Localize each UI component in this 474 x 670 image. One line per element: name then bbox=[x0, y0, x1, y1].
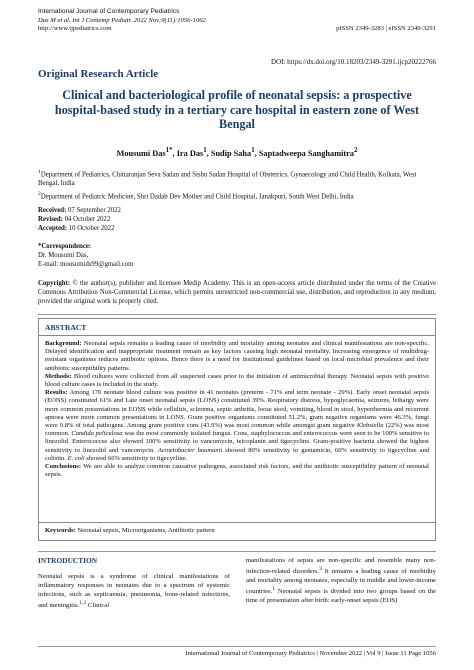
results-italic: Klebsiella bbox=[356, 422, 384, 430]
correspondence-email[interactable]: E-mail: mousumids99@gmail.com bbox=[38, 260, 134, 268]
results-text: (22%) was most common. bbox=[45, 422, 430, 438]
author-sup: 1 bbox=[203, 147, 207, 154]
citation: Das M et al. Int J Contemp Pediatr. 2022 Nov;9(11):1056-1062 bbox=[38, 16, 206, 24]
copyright-text: © the author(s), publisher and licensee Medip Academy. This is an open-access article distributed under the terms of the Creative Commons Attribution Non-Commercial License, which permits unrestricted non-commercial use, distribution, and reproduction in any medium, provided the original work is properly cited. bbox=[38, 280, 436, 305]
introduction-paragraph bbox=[246, 556, 436, 605]
keywords-label: Keywords: bbox=[45, 527, 76, 534]
author-list: Mousumi Das$^{1*}$, Ira Das$^1$, Sudip Saha$^1$, Saptadweepa Sanghamitra$^2$ bbox=[116, 147, 358, 158]
affiliations bbox=[38, 168, 438, 203]
divider bbox=[38, 314, 436, 315]
results-text: showed 80% sensitivity to gentamicin, 60% sensitivity to tigecycline and colistin. bbox=[45, 446, 430, 462]
abstract-background bbox=[45, 340, 429, 373]
body-column-right bbox=[246, 556, 436, 605]
affiliation bbox=[38, 168, 438, 189]
correspondence-label: *Correspondence: bbox=[38, 243, 92, 250]
page-footer bbox=[38, 646, 436, 657]
author-name: Sudip Saha bbox=[210, 148, 252, 158]
affiliation bbox=[38, 190, 438, 202]
correspondence bbox=[38, 243, 133, 270]
paragraph-text: Clinical bbox=[86, 602, 110, 610]
author-name: Ira Das bbox=[176, 148, 204, 158]
paragraph-text: Neonatal sepsis is divided into two groups based on the time of presentation after birth: early-onset sepsis (EOS) bbox=[246, 588, 436, 605]
paragraph-text: It remains a leading cause of morbidity and mortality among neonates, especially in middle and lower-income countries. bbox=[246, 568, 436, 596]
results-italic: Candida peliculosa bbox=[71, 430, 123, 438]
article-title: Clinical and bacteriological profile of neonatal sepsis: a prospective hospital-based study in a tertiary care hospital in eastern zone of West Bengal bbox=[54, 88, 420, 131]
affiliation-text: Department of Pediatric Medicine, Shri Dadab Dev Mother and Child Hospital, Janakpuri, South West Delhi, India bbox=[40, 193, 354, 201]
citation-sup: 1,2 bbox=[79, 600, 87, 606]
abstract-heading: ABSTRACT bbox=[45, 323, 87, 332]
author-sup: 2 bbox=[354, 147, 358, 154]
keywords-text: Neonatal sepsis, Microorganisms, Antibiotic pattern bbox=[77, 527, 215, 534]
article-type: Original Research Article bbox=[38, 68, 159, 80]
affiliation-sup: 1 bbox=[38, 169, 41, 175]
author-sup: 1* bbox=[165, 147, 173, 154]
journal-header bbox=[38, 8, 206, 34]
divider bbox=[38, 551, 436, 552]
results-text: showed 66% sensitivity to tigecycline. bbox=[84, 454, 188, 462]
affiliation-sup: 2 bbox=[38, 191, 41, 198]
journal-name: International Journal of Contemporary Pediatrics bbox=[38, 8, 180, 15]
background-text: Neonatal sepsis remains a leading cause of morbidity and mortality among neonates and clinical manifestations are non-specific. Delayed identification and inappropriate treatment remain as key factors causing high neonatal mortality. Increasing emergence of multidrug-resistant organisms reduces antibiotic options. Hence there is a need for institutional guidelines based on local microbial prevalence and their antibiotic susceptibility patterns. bbox=[45, 340, 429, 372]
journal-website[interactable]: http://www.ijpediatrics.com bbox=[38, 25, 112, 33]
keywords bbox=[39, 522, 435, 538]
received-date: 07 September 2022 bbox=[68, 207, 121, 214]
methods-label: Methods: bbox=[45, 372, 72, 380]
introduction-heading: INTRODUCTION bbox=[38, 556, 98, 565]
copyright-notice bbox=[38, 280, 436, 307]
paragraph-text: manifestations of sepsis are non-specific and resemble many non-infection-related disorders. bbox=[246, 557, 436, 576]
introduction-paragraph bbox=[38, 572, 230, 610]
results-text: was the most commonly isolated fungus. Cons, staphylococcus and enterococcus were seen to be 100% sensitive to linezolid. Enterococcus also showed 100% sensitivity to vancomycin, teicoplanin and tigecycline. Gram-positive bacteria showed the highest sensitivity to linezolid and vancomycin. bbox=[45, 430, 429, 454]
conclusions-text: We are able to analyze common causative pathogens, associated risk factors, and the antibiotic susceptibility pattern of neonatal sepsis. bbox=[45, 463, 429, 479]
article-dates bbox=[38, 207, 121, 234]
author-name: Mousumi Das bbox=[116, 148, 166, 158]
abstract-body bbox=[39, 336, 435, 479]
author-name: Saptadweepa Sanghamitra bbox=[258, 148, 355, 158]
background-label: Background: bbox=[45, 340, 82, 347]
doi-link[interactable]: DOI: https://dx.doi.org/10.18203/2349-3291.ijcp20222766 bbox=[271, 58, 436, 66]
copyright-label: Copyright: bbox=[38, 280, 71, 287]
revised-date: 04 October 2022 bbox=[64, 215, 111, 223]
citation-sup: 3 bbox=[319, 566, 322, 572]
accepted-date: 10 October 2022 bbox=[68, 224, 115, 232]
abstract-conclusions bbox=[45, 463, 429, 479]
results-text: Among 170 neonate blood culture was positive in 41 neonates (preterm - 71% and term neonate - 29%). Early onset neonatal sepsis (EONS) constituted 61% and Late onset neonatal sepsis (LONS) constituted 39%. Respiratory distress, hypoglycaemia, seizures, lethargy were more common presentations in EONS while cellulitis, sclerema, septic arthritis, loose stool, vomiting, blood in stool, hyperthermia and recurrent apnoea were more common presentations in LONS. Gram positive organisms constituted 51.2%, gram negative organisms were 46.3%, fungi were 9.8% of total pathogens. Among gram positive cons (43.9%) was most common while amongst gram negative bbox=[45, 389, 429, 430]
abstract-results bbox=[45, 389, 429, 463]
conclusions-label: Conclusions: bbox=[45, 463, 82, 471]
body-column-left bbox=[38, 556, 230, 610]
correspondence-name: Dr. Mousumi Das, bbox=[38, 251, 89, 259]
accepted-label: Accepted: bbox=[38, 224, 68, 232]
results-italic: E. coli bbox=[67, 454, 85, 462]
received-label: Received: bbox=[38, 207, 67, 214]
affiliation-text: Department of Pediatrics, Chittaranjan Seva Sadan and Sishu Sadan Hospital of Obstetrics, Gynaecology and Child Health, Kolkata, West Bengal, India bbox=[38, 171, 417, 188]
results-label: Results: bbox=[45, 389, 68, 397]
citation-sup: 1 bbox=[272, 586, 275, 593]
author-sup: 1 bbox=[251, 147, 255, 154]
results-italic: Acinetobacter baumanii bbox=[157, 446, 223, 454]
footer-text: International Journal of Contemporary Pediatrics | November 2022 | Vol 9 | Issue 11 Page 1056 bbox=[185, 650, 436, 657]
methods-text: Blood cultures were collected from all suspected cases prior to the initiation of antimicrobial therapy. Neonatal sepsis with positive blood culture cases is included in the study. bbox=[45, 372, 429, 389]
paragraph-text: Neonatal sepsis is a syndrome of clinical manifestations of inflammatory responses in neonates due to a spectrum of systemic infections, such as septicaemia, pneumonia, bone-related infections, and meningitis. bbox=[38, 573, 230, 610]
abstract-methods bbox=[45, 373, 429, 389]
abstract-box bbox=[38, 318, 436, 541]
revised-label: Revised: bbox=[38, 215, 63, 223]
issn: pISSN 2349-3283 | eISSN 2349-3291 bbox=[336, 25, 436, 32]
